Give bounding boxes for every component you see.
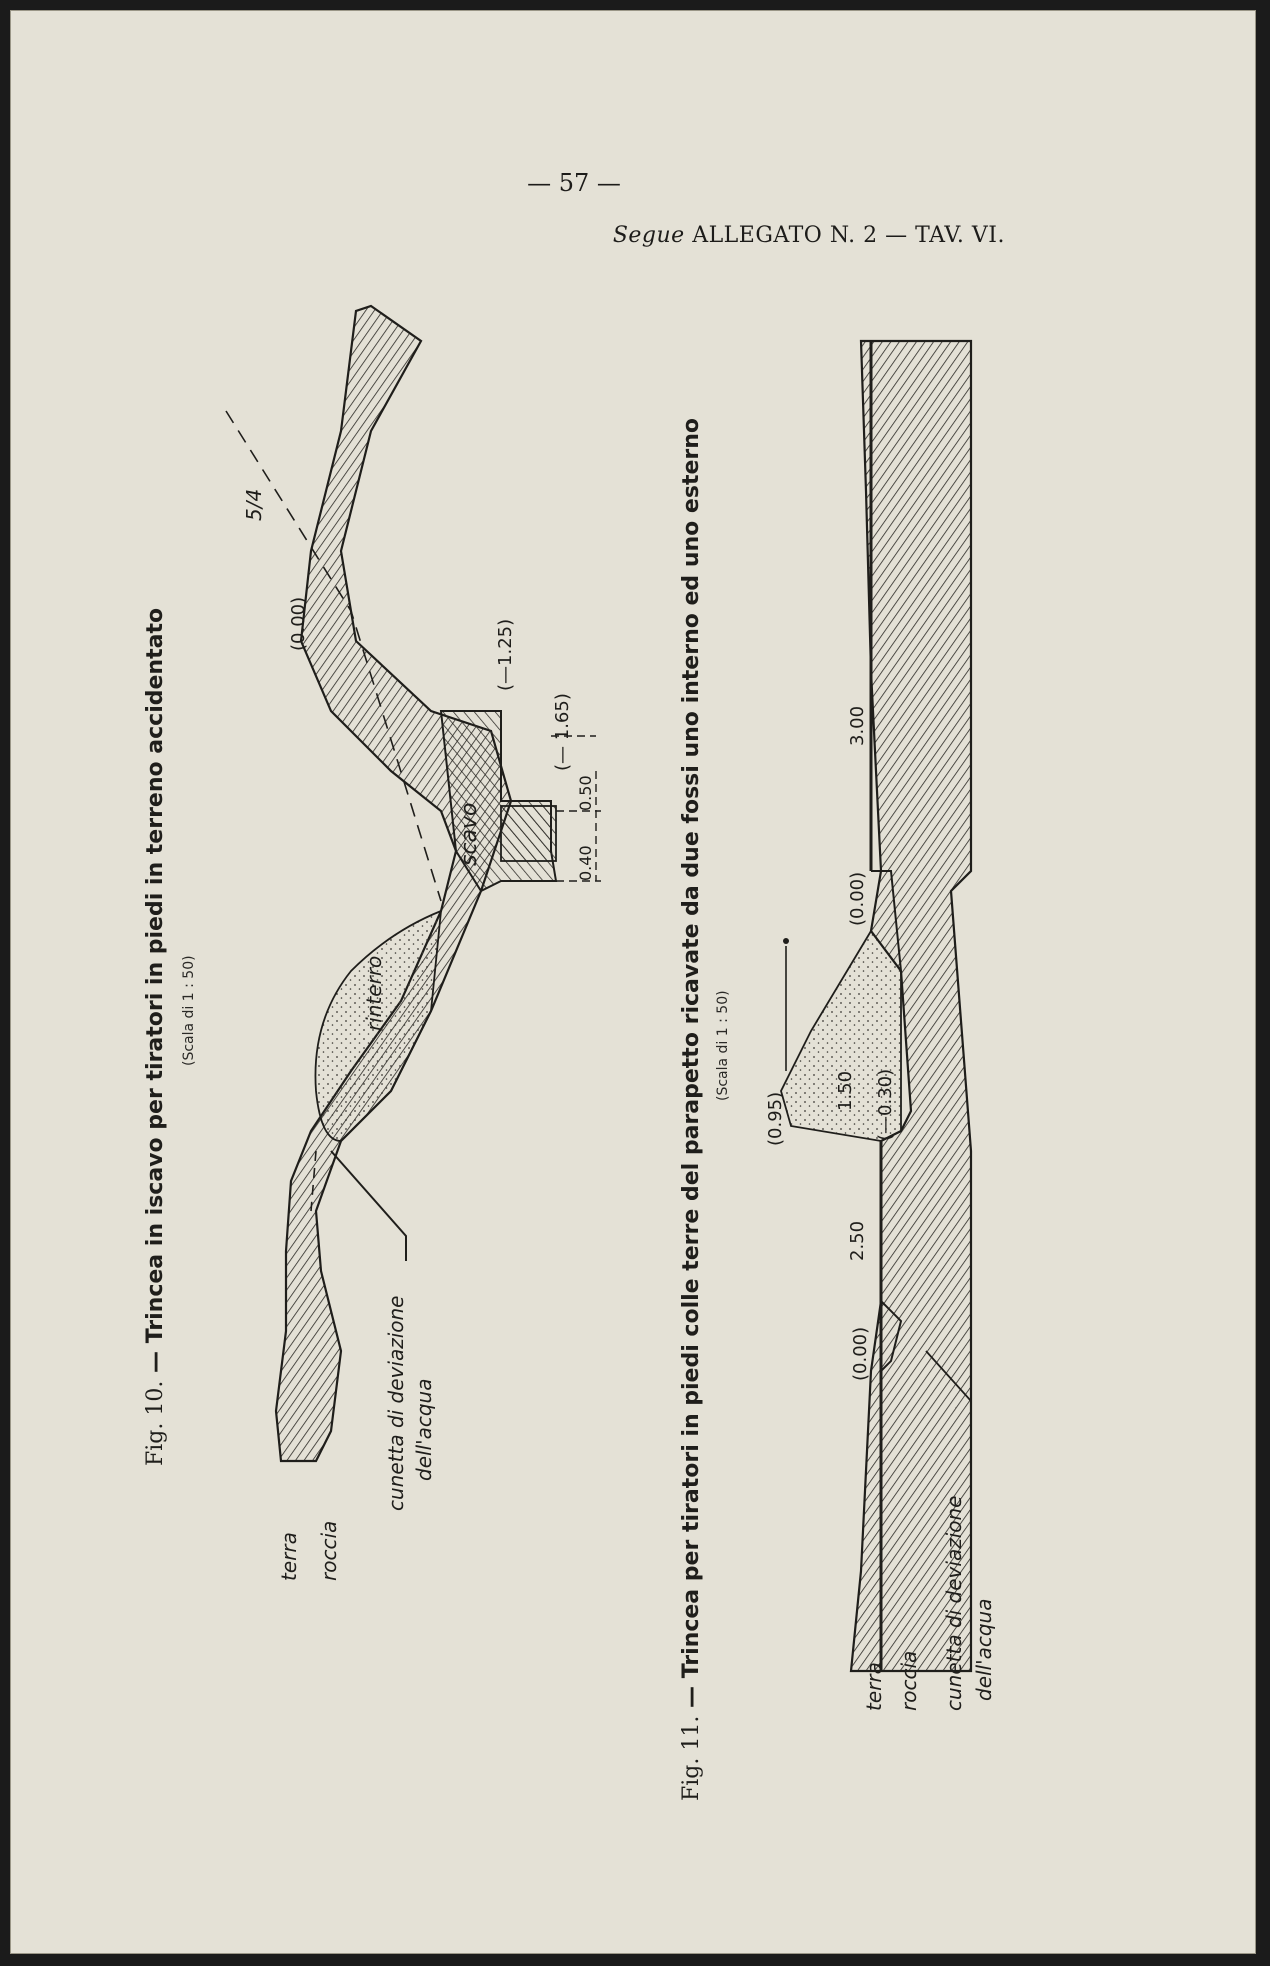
fig11-level-dot (783, 938, 789, 944)
segue-word: Segue (612, 223, 685, 248)
fig11-label-z095: (0.95) (765, 1091, 786, 1146)
fig11-label-cunetta-2: dell'acqua (972, 1598, 996, 1701)
fig10-label-z1: (—1.25) (495, 618, 516, 691)
fig10-label: Fig. 10. (143, 1380, 168, 1466)
fig11-label-z000b: (0.00) (850, 1326, 871, 1381)
fig10-label-rinterro: rinterro (362, 955, 386, 1031)
fig10-label-cunetta-2: dell'acqua (412, 1378, 436, 1481)
fig11-scale: (Scala di 1 : 50) (715, 990, 731, 1101)
fig11-label-z030: (—0.30) (875, 1068, 896, 1141)
fig10-label-w2: 0.50 (576, 775, 595, 811)
fig11-label-d150: 1.50 (835, 1070, 856, 1111)
document-page (10, 10, 1256, 1954)
fig11-label-roccia: roccia (897, 1650, 921, 1711)
fig10-label-z2: (— 1.65) (552, 693, 573, 771)
fig10-label-w1: 0.40 (576, 845, 595, 881)
fig11-label-z000a: (0.00) (847, 871, 868, 926)
fig10-label-terra: terra (277, 1532, 301, 1581)
fig10-label-z0: (0.00) (288, 596, 309, 651)
page-number: — 57 — (527, 169, 621, 197)
fig10-title: — Trincea in iscavo per tiratori in piedi in terreno accidentato (143, 607, 168, 1373)
fig10-step (501, 806, 556, 861)
fig10-drawing (226, 306, 601, 1461)
fig11-label-cunetta-1: cunetta di deviazione (942, 1495, 966, 1711)
fig10-label-slope: 5/4 (242, 488, 266, 521)
cross-section-drawings (11, 11, 1256, 1954)
fig11-title: — Trincea per tiratori in piedi colle terre del parapetto ricavate da due fossi uno interno ed uno esterno (679, 417, 704, 1708)
fig10-cunetta-line (331, 1151, 406, 1261)
fig10-label-scavo: scavo (457, 802, 482, 866)
allegato-text: ALLEGATO N. 2 — TAV. VI. (692, 223, 1005, 248)
fig10-scale: (Scala di 1 : 50) (181, 955, 197, 1066)
fig11-label-terra: terra (862, 1662, 886, 1711)
fig11-label-d250: 2.50 (847, 1220, 868, 1261)
fig10-label-cunetta-1: cunetta di deviazione (384, 1295, 408, 1511)
fig11-label-d300: 3.00 (847, 705, 868, 746)
fig11-label: Fig. 11. (679, 1715, 704, 1801)
fig10-label-roccia: roccia (317, 1520, 341, 1581)
fig11-drawing (781, 341, 971, 1671)
